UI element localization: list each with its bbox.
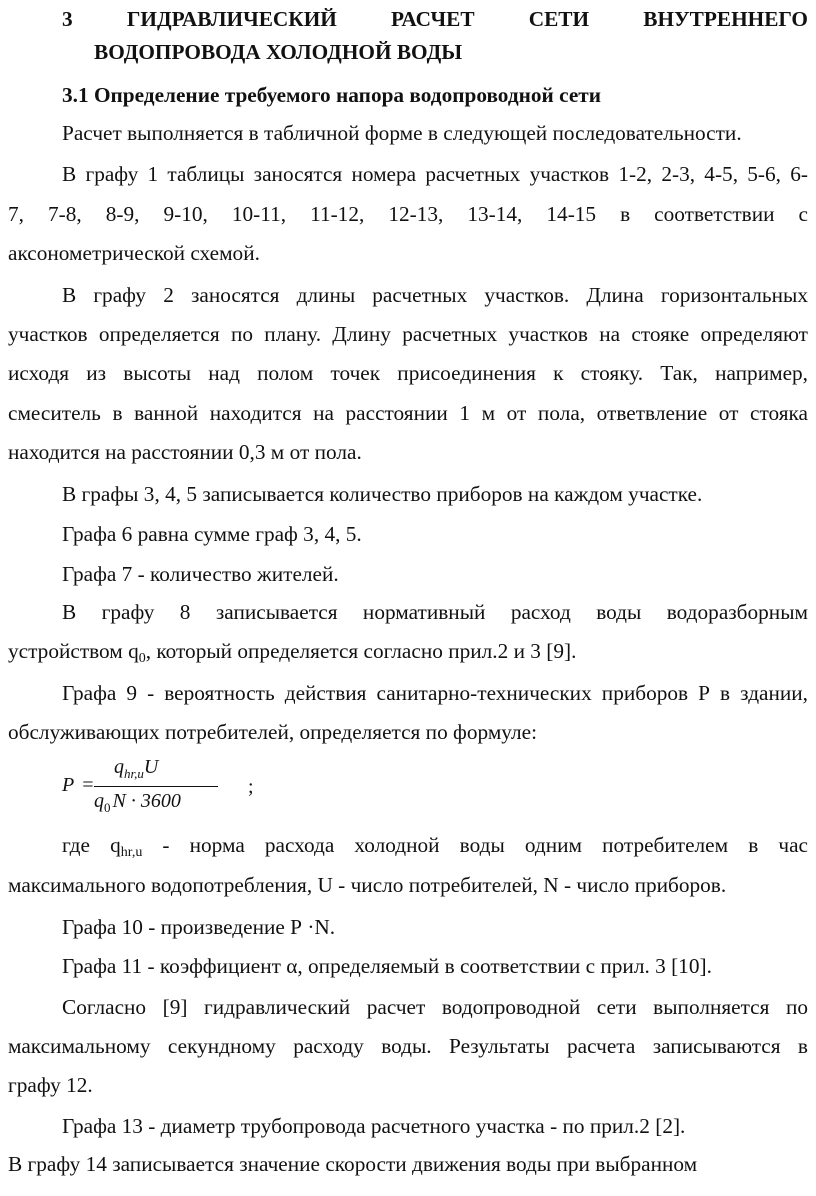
paragraph-line: максимальному секундному расходу воды. Результаты расчета записываются в bbox=[8, 1034, 808, 1058]
paragraph-line: Согласно [9] гидравлический расчет водопроводной сети выполняется по bbox=[62, 995, 808, 1019]
paragraph-line: находится на расстоянии 0,3 м от пола. bbox=[8, 440, 362, 464]
paragraph-line: где $q_{hr,u}$ - норма расхода холодной воды одним потребителем в час bbox=[62, 833, 808, 860]
paragraph-line: графу 12. bbox=[8, 1073, 93, 1097]
paragraph-line: участков определяется по плану. Длину расчетных участков на стояке определяют bbox=[8, 322, 808, 346]
section-heading-line2: ВОДОПРОВОДА ХОЛОДНОЙ ВОДЫ bbox=[94, 40, 463, 64]
subsection-heading: 3.1 Определение требуемого напора водопроводной сети bbox=[62, 83, 602, 107]
paragraph-line: Графа 7 - количество жителей. bbox=[62, 562, 339, 586]
paragraph-line: устройством $q_0$, который определяется согласно прил.2 и 3 [9]. bbox=[8, 639, 577, 666]
formula-denominator: $q_0$ N · 3600 bbox=[94, 790, 181, 815]
paragraph-line: Графа 11 - коэффициент α, определяемый в соответствии с прил. 3 [10]. bbox=[62, 954, 712, 978]
paragraph-line: максимального водопотребления, U - число потребителей, N - число приборов. bbox=[8, 873, 727, 897]
paragraph-line: В графу 14 записывается значение скорости движения воды при выбранном bbox=[8, 1152, 698, 1176]
paragraph-line: Расчет выполняется в табличной форме в следующей последовательности. bbox=[62, 121, 742, 145]
paragraph-line: аксонометрической схемой. bbox=[8, 241, 260, 265]
subscript: hr,u bbox=[120, 845, 143, 860]
paragraph-line: В графы 3, 4, 5 записывается количество приборов на каждом участке. bbox=[62, 482, 703, 506]
subscript: 0 bbox=[138, 651, 146, 666]
section-heading bbox=[62, 4, 808, 34]
heading-word: СЕТИ bbox=[528, 7, 590, 31]
heading-word: 3 bbox=[62, 7, 73, 31]
formula-lhs: P = bbox=[62, 774, 94, 796]
paragraph-line: 7, 7-8, 8-9, 9-10, 10-11, 11-12, 12-13, 13-14, 14-15 в соответствии с bbox=[8, 202, 808, 226]
paragraph-line: Графа 10 - произведение Р ·N. bbox=[62, 915, 336, 939]
heading-word: ГИДРАВЛИЧЕСКИЙ bbox=[126, 7, 337, 31]
paragraph-line: Графа 9 - вероятность действия санитарно-технических приборов Р в здании, bbox=[62, 681, 808, 705]
paragraph-line: В графу 1 таблицы заносятся номера расчетных участков 1-2, 2-3, 4-5, 5-6, 6- bbox=[62, 162, 808, 186]
paragraph-line: Графа 6 равна сумме граф 3, 4, 5. bbox=[62, 522, 362, 546]
paragraph-line: исходя из высоты над полом точек присоединения к стояку. Так, например, bbox=[8, 361, 808, 385]
formula-semicolon: ; bbox=[248, 776, 254, 798]
formula-numerator: $q_{hr,u}U$ bbox=[114, 756, 159, 781]
paragraph-line: Графа 13 - диаметр трубопровода расчетного участка - по прил.2 [2]. bbox=[62, 1114, 686, 1138]
heading-word: ВНУТРЕННЕГО bbox=[643, 7, 808, 31]
probability-formula bbox=[62, 756, 262, 820]
paragraph-line: В графу 8 записывается нормативный расход воды водоразборным bbox=[62, 600, 808, 624]
fraction-bar bbox=[94, 786, 218, 787]
paragraph-line: смеситель в ванной находится на расстоянии 1 м от пола, ответвление от стояка bbox=[8, 401, 808, 425]
paragraph-line: обслуживающих потребителей, определяется по формуле: bbox=[8, 720, 538, 744]
paragraph-line: В графу 2 заносятся длины расчетных участков. Длина горизонтальных bbox=[62, 283, 808, 307]
heading-word: РАСЧЕТ bbox=[391, 7, 475, 31]
